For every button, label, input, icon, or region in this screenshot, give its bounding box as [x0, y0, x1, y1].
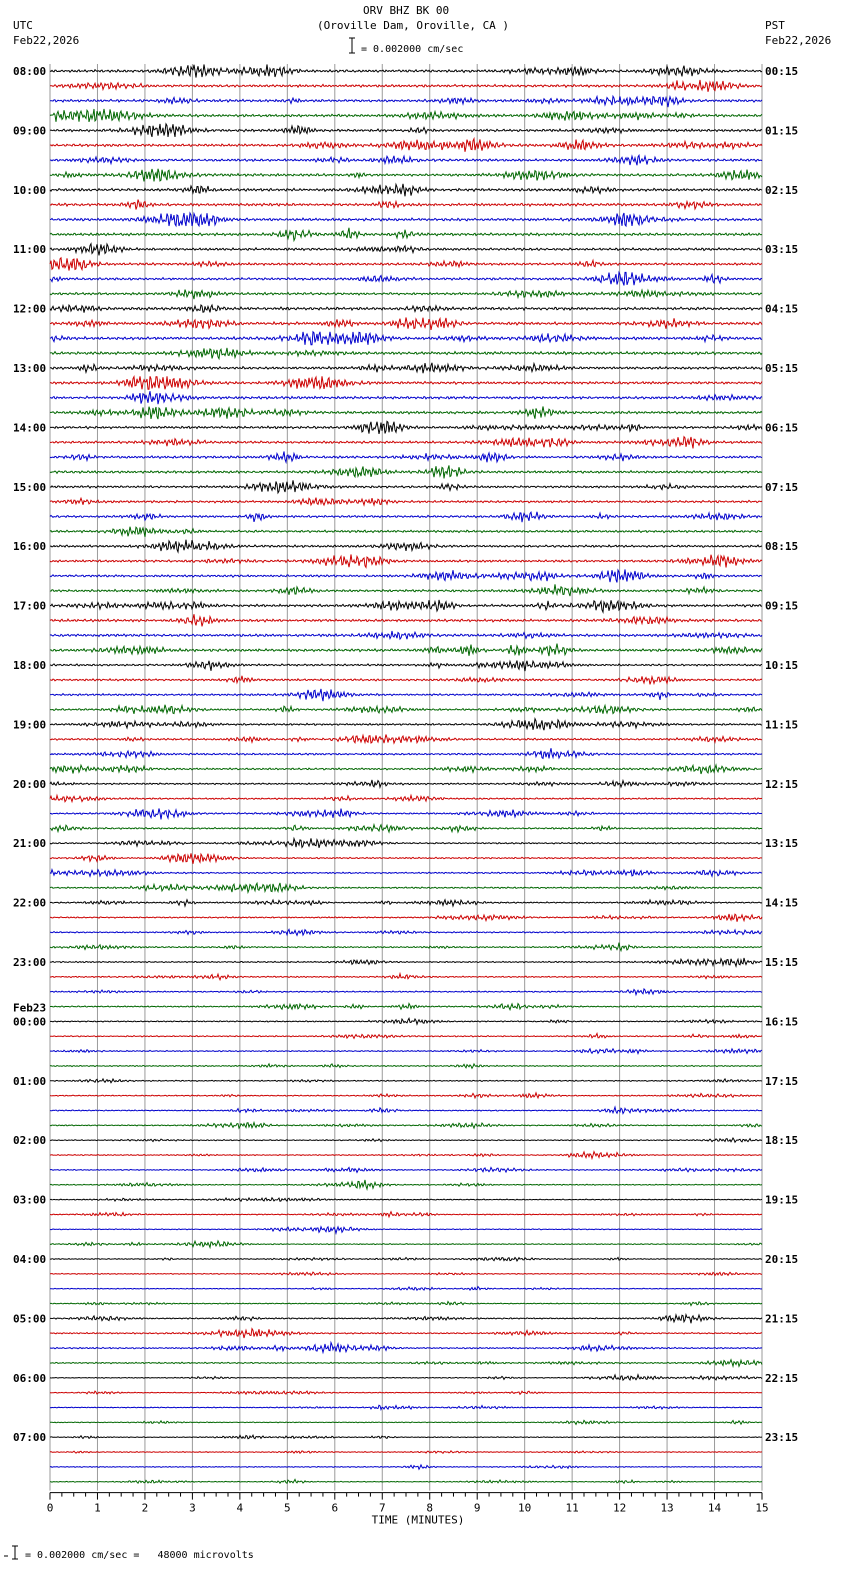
trace-line [50, 958, 762, 966]
trace-line [50, 200, 762, 210]
left-hour-label: 04:00 [13, 1253, 47, 1266]
trace-line [50, 1180, 762, 1189]
left-timezone: UTC [13, 19, 33, 32]
right-hour-label: 00:15 [765, 65, 799, 78]
trace-line [50, 1138, 762, 1142]
right-hour-label: 23:15 [765, 1431, 799, 1445]
trace-line [50, 244, 762, 256]
trace-line [50, 765, 762, 774]
footer-scale-icon [4, 1546, 18, 1559]
trace-line [50, 870, 762, 877]
trace-line [50, 676, 762, 685]
x-tick-label: 10 [518, 1501, 532, 1515]
right-hour-label: 05:15 [765, 362, 799, 375]
trace-line [50, 853, 762, 863]
trace-line [50, 838, 762, 848]
trace-line [50, 407, 762, 420]
trace-line [50, 437, 762, 449]
trace-line [50, 290, 762, 300]
trace-line [50, 1258, 762, 1261]
trace-line [50, 1435, 762, 1439]
trace-line [50, 748, 762, 758]
trace-line [50, 1479, 762, 1483]
x-tick-label: 7 [378, 1501, 386, 1515]
trace-line [50, 1064, 762, 1069]
trace-line [50, 258, 762, 271]
left-date: Feb22,2026 [13, 34, 80, 47]
trace-line [50, 1034, 762, 1039]
right-hour-label: 22:15 [765, 1371, 799, 1385]
x-tick-label: 3 [189, 1501, 196, 1515]
scale-bar-icon [349, 38, 355, 53]
trace-line [50, 569, 762, 582]
trace-line [50, 391, 762, 404]
trace-line [50, 1168, 762, 1173]
left-hour-label: 21:00 [13, 837, 47, 851]
right-hour-label: 08:15 [765, 540, 799, 554]
x-tick-label: 12 [612, 1501, 627, 1515]
right-hour-label: 16:15 [765, 1015, 799, 1029]
station-location: (Oroville Dam, Oroville, CA ) [317, 19, 510, 32]
trace-line [50, 540, 762, 552]
right-hour-label: 11:15 [765, 718, 799, 732]
right-date: Feb22,2026 [765, 34, 832, 47]
left-hour-label: 06:00 [13, 1371, 47, 1385]
left-hour-label: 07:00 [13, 1431, 47, 1445]
right-hour-label: 20:15 [765, 1253, 799, 1266]
right-hour-label: 13:15 [765, 837, 799, 851]
left-hour-label: 22:00 [13, 896, 47, 910]
trace-line [50, 1302, 762, 1306]
trace-line [50, 480, 762, 493]
trace-line [50, 80, 762, 92]
left-hour-label: 05:00 [13, 1312, 47, 1326]
right-hour-label: 09:15 [765, 599, 799, 613]
trace-line [50, 584, 762, 596]
trace-line [50, 1152, 762, 1159]
x-tick-label: 14 [707, 1501, 722, 1515]
trace-line [50, 1123, 762, 1129]
left-hour-label: 23:00 [13, 956, 47, 969]
x-tick-label: 2 [141, 1501, 149, 1515]
trace-line [50, 139, 762, 152]
left-hour-label: 14:00 [13, 421, 47, 435]
x-tick-label: 11 [565, 1501, 579, 1515]
left-hour-label: 01:00 [13, 1074, 47, 1088]
trace-line [50, 825, 762, 832]
trace-line [50, 1465, 762, 1469]
x-tick-label: 1 [94, 1501, 101, 1515]
x-tick-label: 6 [331, 1501, 339, 1515]
trace-line [50, 512, 762, 522]
x-axis-label: TIME (MINUTES) [371, 1513, 465, 1527]
trace-line [50, 795, 762, 801]
trace-line [50, 661, 762, 672]
left-hour-label: 03:00 [13, 1193, 47, 1207]
trace-line [50, 614, 762, 626]
trace-line [50, 631, 762, 639]
right-hour-label: 04:15 [765, 302, 799, 316]
trace-line [50, 318, 762, 330]
left-hour-label: 16:00 [13, 540, 47, 554]
trace-line [50, 1227, 762, 1233]
trace-line [50, 272, 762, 285]
left-hour-label: 17:00 [13, 599, 47, 613]
x-tick-label: 9 [473, 1501, 481, 1515]
trace-line [50, 1049, 762, 1054]
trace-line [50, 363, 762, 373]
trace-line [50, 1287, 762, 1291]
x-tick-label: 5 [284, 1501, 291, 1515]
left-hour-label: 20:00 [13, 777, 47, 791]
trace-line [50, 305, 762, 313]
trace-line [50, 1272, 762, 1275]
trace-line [50, 780, 762, 787]
trace-line [50, 228, 762, 241]
trace-line [50, 498, 762, 506]
left-hour-label: 12:00 [13, 302, 47, 316]
right-hour-label: 03:15 [765, 243, 799, 257]
trace-line [50, 184, 762, 197]
trace-line [50, 169, 762, 182]
trace-line [50, 124, 762, 137]
trace-line [50, 1343, 762, 1353]
trace-line [50, 719, 762, 731]
trace-line [50, 465, 762, 478]
trace-line [50, 1198, 762, 1201]
trace-line [50, 1018, 762, 1024]
trace-line [50, 809, 762, 820]
trace-line [50, 1212, 762, 1217]
trace-line [50, 1420, 762, 1424]
right-hour-label: 02:15 [765, 183, 799, 197]
trace-line [50, 644, 762, 657]
trace-line [50, 900, 762, 906]
left-hour-label: 19:00 [13, 718, 47, 732]
trace-line [50, 527, 762, 537]
right-hour-label: 12:15 [765, 777, 799, 791]
trace-line [50, 689, 762, 701]
trace-line [50, 974, 762, 980]
trace-line [50, 943, 762, 951]
trace-line [50, 332, 762, 345]
right-hour-label: 21:15 [765, 1312, 799, 1326]
trace-line [50, 1079, 762, 1083]
trace-line [50, 914, 762, 922]
trace-line [50, 452, 762, 463]
trace-line [50, 1329, 762, 1338]
trace-line [50, 555, 762, 568]
footer-scale-label: = 0.002000 cm/sec = 48000 microvolts [25, 1550, 254, 1561]
trace-line [50, 1375, 762, 1380]
right-hour-label: 17:15 [765, 1074, 799, 1088]
left-hour-label: 02:00 [13, 1134, 47, 1148]
trace-line [50, 155, 762, 165]
right-hour-label: 15:15 [765, 956, 799, 969]
right-hour-label: 01:15 [765, 124, 799, 138]
left-hour-label: 15:00 [13, 480, 47, 494]
trace-line [50, 600, 762, 612]
left-hour-label: 13:00 [13, 362, 47, 375]
right-hour-label: 19:15 [765, 1193, 799, 1207]
trace-line [50, 989, 762, 995]
station-title: ORV BHZ BK 00 [363, 4, 450, 17]
left-hour-label: 18:00 [13, 659, 47, 672]
x-tick-label: 0 [46, 1501, 54, 1515]
x-tick-label: 8 [426, 1501, 434, 1515]
trace-line [50, 421, 762, 434]
date-change-label: Feb23 [13, 1001, 47, 1015]
right-hour-label: 10:15 [765, 659, 799, 672]
right-hour-label: 18:15 [765, 1134, 799, 1148]
trace-line [50, 1093, 762, 1098]
trace-line [50, 929, 762, 935]
right-hour-label: 06:15 [765, 421, 799, 435]
right-hour-label: 07:15 [765, 480, 799, 494]
left-hour-label: 10:00 [13, 183, 47, 197]
trace-line [50, 1391, 762, 1394]
left-hour-label: 08:00 [13, 65, 47, 78]
left-hour-label: 11:00 [13, 243, 47, 257]
scale-bar-label: = 0.002000 cm/sec [361, 44, 464, 55]
trace-line [50, 376, 762, 389]
x-tick-label: 13 [660, 1501, 674, 1515]
trace-line [50, 1004, 762, 1010]
trace-line [50, 1107, 762, 1113]
trace-line [50, 109, 762, 122]
trace-line [50, 1360, 762, 1367]
trace-line [50, 1241, 762, 1248]
trace-line [50, 96, 762, 107]
trace-line [50, 1451, 762, 1454]
trace-line [50, 705, 762, 714]
trace-line [50, 883, 762, 892]
x-tick-label: 4 [236, 1501, 244, 1515]
trace-line [50, 213, 762, 226]
trace-line [50, 1405, 762, 1409]
trace-line [50, 348, 762, 359]
trace-line [50, 65, 762, 78]
trace-line [50, 1315, 762, 1324]
left-hour-label: 00:00 [13, 1015, 47, 1029]
trace-line [50, 735, 762, 744]
x-tick-label: 15 [755, 1501, 769, 1515]
left-hour-label: 09:00 [13, 124, 47, 138]
right-hour-label: 14:15 [765, 896, 799, 910]
right-timezone: PST [765, 19, 785, 32]
